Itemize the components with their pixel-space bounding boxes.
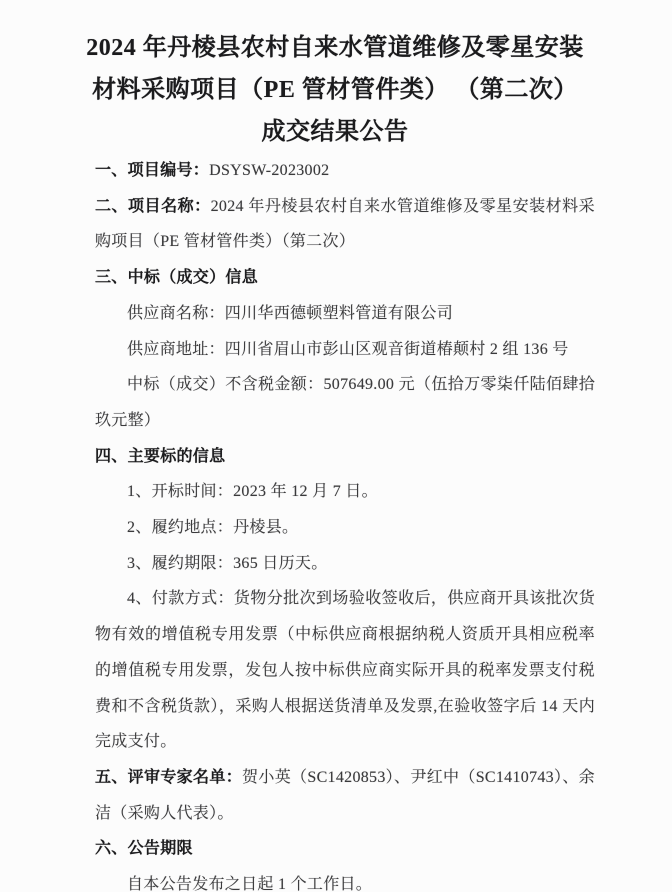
performance-period-row: 3、履约期限：365 日历天。 — [127, 554, 328, 572]
supplier-name-row: 供应商名称：四川华西德顿塑料管道有限公司 — [127, 304, 454, 322]
project-name-row — [95, 189, 595, 260]
document-title — [75, 27, 595, 153]
title-line-3: 成交结果公告 — [261, 119, 409, 145]
announcement-period-body: 自本公告发布之日起 1 个工作日。 — [127, 876, 373, 892]
payment-terms-row: 4、付款方式：货物分批次到场验收签收后，供应商开具该批次货物有效的增值税专用发票（中标供应商根据纳税人资质开具相应税率的增值税专用发票，发包人按中标供应商实际开具的税率发票支付税费和不含税货款），采购人根据送货清单及发票,在验收签字后 14 天内完成支付。 — [95, 590, 595, 751]
award-amount-row: 中标（成交）不含税金额：507649.00 元（伍拾万零柒仟陆佰肆拾玖元整） — [95, 376, 595, 429]
supplier-address-row: 供应商地址：四川省眉山市彭山区观音街道椿颠村 2 组 136 号 — [127, 340, 569, 358]
project-number-label: 一、项目编号： — [95, 162, 210, 179]
announcement-period-heading: 六、公告期限 — [95, 840, 193, 858]
document-body — [95, 153, 595, 892]
experts-row — [95, 760, 595, 831]
project-number-row — [95, 153, 595, 189]
award-info-heading: 三、中标（成交）信息 — [95, 269, 259, 287]
subject-info-heading: 四、主要标的信息 — [95, 447, 226, 465]
project-name-label: 二、项目名称： — [95, 197, 211, 215]
project-name-value: 2024 年丹棱县农村自来水管道维修及零星安装材料采购项目（PE 管材管件类）（第二次） — [95, 197, 595, 251]
project-number-value: DSYSW-2023002 — [209, 162, 330, 179]
title-line-2: 材料采购项目（PE 管材管件类） （第二次） — [92, 77, 578, 103]
title-line-1: 2024 年丹棱县农村自来水管道维修及零星安装 — [86, 35, 584, 61]
performance-place-row: 2、履约地点：丹棱县。 — [127, 519, 299, 537]
experts-value: 贺小英（SC1420853）、尹红中（SC1410743）、余洁（采购人代表）。 — [95, 768, 595, 822]
experts-label: 五、评审专家名单： — [95, 768, 243, 786]
bid-opening-time-row: 1、开标时间：2023 年 12 月 7 日。 — [127, 483, 378, 501]
